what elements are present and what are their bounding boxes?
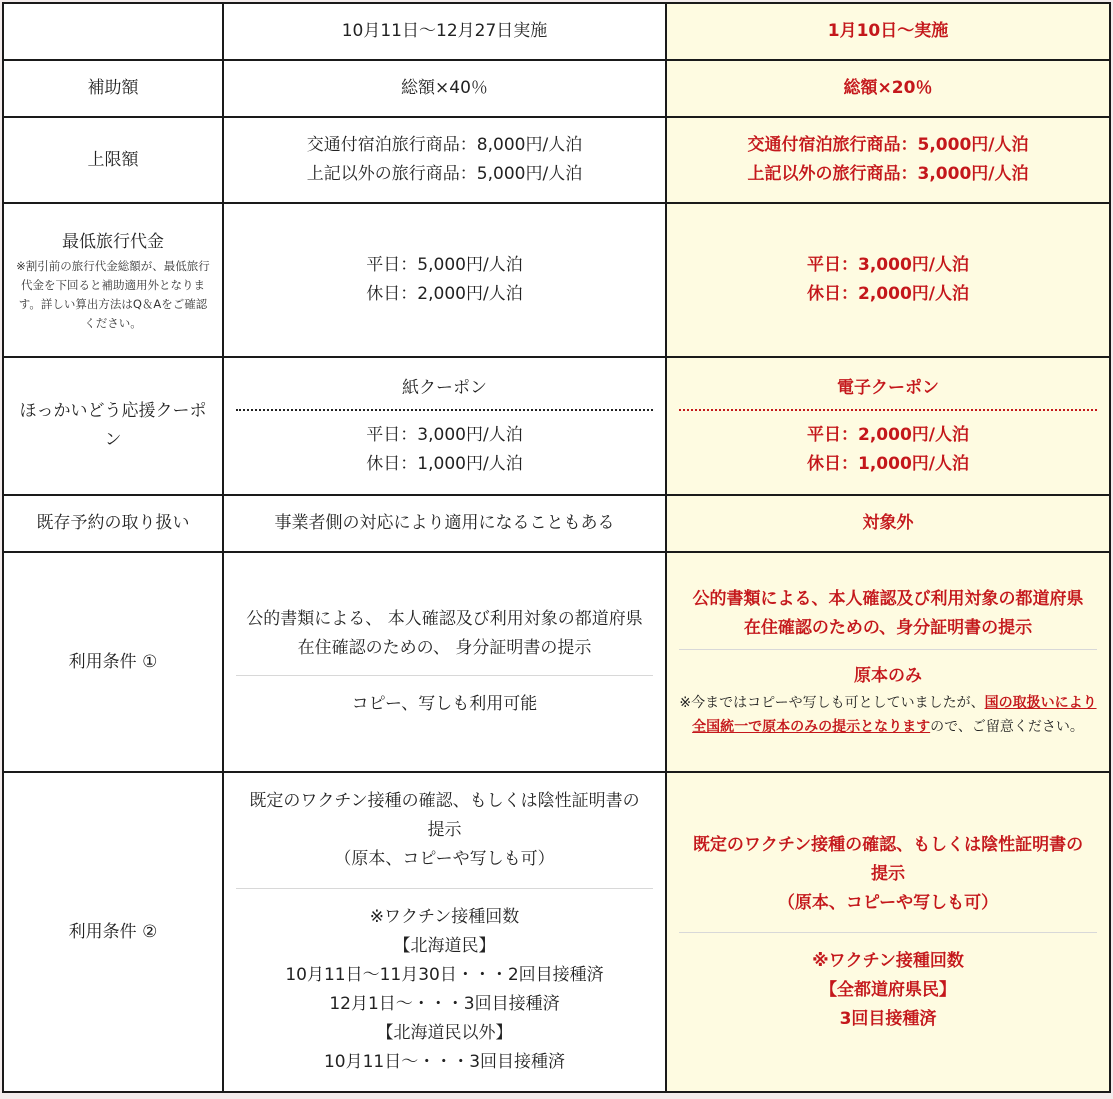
cap-new-line: 上記以外の旅行商品：3,000円/人泊	[747, 164, 1029, 184]
coupon-old-type: 紙クーポン	[402, 377, 487, 398]
cond2-old-main-line: 既定のワクチン接種の確認、もしくは陰性証明書の提示	[249, 791, 640, 840]
cond1-new-note	[679, 691, 1097, 739]
cond1-new-note-emph: 国の取扱いにより全国統一で原本のみの提示となります	[692, 695, 1097, 735]
cond2-old-sub-line: 【北海道民以外】	[376, 1023, 513, 1043]
header-row	[3, 3, 1110, 60]
cond2-old-cell	[223, 772, 666, 1092]
cond2-old-main	[236, 787, 653, 888]
row-subsidy	[3, 60, 1110, 117]
subsidy-new-value: 総額×20％	[666, 60, 1110, 117]
row-label-subsidy: 補助額	[3, 60, 223, 117]
min-price-new-line: 平日：3,000円/人泊	[807, 255, 969, 275]
min-price-old-line: 平日：5,000円/人泊	[366, 255, 523, 275]
row-label-existing: 既存予約の取り扱い	[3, 495, 223, 552]
row-label-cond1: 利用条件 ①	[3, 552, 223, 772]
cond2-old-main-line: （原本、コピーや写しも可）	[334, 849, 555, 869]
cond1-old-cell	[223, 552, 666, 772]
cond2-new-sub-line: 3回目接種済	[839, 1008, 937, 1029]
cap-old-cell	[223, 117, 666, 203]
row-label-min-price-cell	[3, 203, 223, 357]
cond1-new-note-pre: ※今まではコピーや写しも可としていましたが、	[679, 695, 985, 711]
cap-new-cell	[666, 117, 1110, 203]
row-label-cap: 上限額	[3, 117, 223, 203]
header-blank-cell	[3, 3, 223, 60]
cond2-old-sub-line: 12月1日〜・・・3回目接種済	[329, 994, 560, 1014]
row-label-min-price: 最低旅行代金	[62, 231, 164, 252]
cond2-new-main-line: （原本、コピーや写しも可）	[777, 892, 999, 913]
existing-new-value: 対象外	[666, 495, 1110, 552]
row-cond2	[3, 772, 1110, 1092]
min-price-new-cell	[666, 203, 1110, 357]
coupon-old-cell	[223, 357, 666, 495]
row-cap	[3, 117, 1110, 203]
cond1-new-sub-title: 原本のみ	[854, 666, 922, 686]
existing-old-value: 事業者側の対応により適用になることもある	[223, 495, 666, 552]
subsidy-old-value: 総額×40％	[223, 60, 666, 117]
cond1-new-cell	[666, 552, 1110, 772]
cond2-new-sub-line: ※ワクチン接種回数	[812, 950, 964, 971]
comparison-table	[2, 2, 1111, 1093]
min-price-new-line: 休日：2,000円/人泊	[807, 284, 969, 304]
coupon-new-cell	[666, 357, 1110, 495]
cond1-old-main: 公的書類による、 本人確認及び利用対象の都道府県在住確認のための、 身分証明書の提示	[246, 609, 643, 658]
min-price-old-line: 休日：2,000円/人泊	[366, 284, 523, 304]
coupon-old-line: 平日：3,000円/人泊	[366, 424, 523, 445]
coupon-new-type: 電子クーポン	[837, 377, 939, 398]
cond2-old-sub-line: ※ワクチン接種回数	[369, 907, 520, 927]
row-coupon	[3, 357, 1110, 495]
cond2-new-main-line: 既定のワクチン接種の確認、もしくは陰性証明書の提示	[692, 834, 1084, 884]
row-cond1	[3, 552, 1110, 772]
row-label-coupon: ほっかいどう応援クーポン	[3, 357, 223, 495]
cap-new-line: 交通付宿泊旅行商品：5,000円/人泊	[747, 135, 1029, 155]
cap-old-line: 交通付宿泊旅行商品：8,000円/人泊	[306, 135, 583, 155]
header-new-period: 1月10日〜実施	[666, 3, 1110, 60]
min-price-old-cell	[223, 203, 666, 357]
cond2-new-sub	[679, 933, 1097, 1034]
cond2-new-cell	[666, 772, 1110, 1092]
cond2-old-sub-line: 10月11日〜・・・3回目接種済	[323, 1052, 566, 1072]
cond2-new-main	[679, 831, 1097, 932]
row-label-cond2: 利用条件 ②	[3, 772, 223, 1092]
coupon-new-line: 休日：1,000円/人泊	[807, 453, 969, 474]
coupon-new-values	[679, 411, 1097, 479]
coupon-new-line: 平日：2,000円/人泊	[807, 424, 969, 445]
cond2-old-sub-line: 【北海道民】	[393, 936, 496, 956]
cond1-new-note-post: ので、ご留意ください。	[930, 719, 1084, 735]
header-old-period: 10月11日〜12月27日実施	[223, 3, 666, 60]
cond2-new-sub-line: 【全都道府県民】	[820, 979, 956, 1000]
cond2-old-sub-line: 10月11日〜11月30日・・・2回目接種済	[285, 965, 604, 985]
coupon-old-values	[236, 411, 653, 479]
min-price-note: ※割引前の旅行代金総額が、最低旅行代金を下回ると補助適用外となります。詳しい算出方法はQ＆Aをご確認ください。	[16, 258, 210, 330]
cap-old-line: 上記以外の旅行商品：5,000円/人泊	[306, 164, 583, 184]
row-existing	[3, 495, 1110, 552]
cond1-new-main: 公的書類による、本人確認及び利用対象の都道府県在住確認のための、身分証明書の提示	[692, 589, 1084, 638]
cond1-old-sub: コピー、写しも利用可能	[351, 694, 538, 714]
cond2-old-sub	[236, 889, 653, 1077]
coupon-old-line: 休日：1,000円/人泊	[366, 453, 523, 474]
row-min-price	[3, 203, 1110, 357]
